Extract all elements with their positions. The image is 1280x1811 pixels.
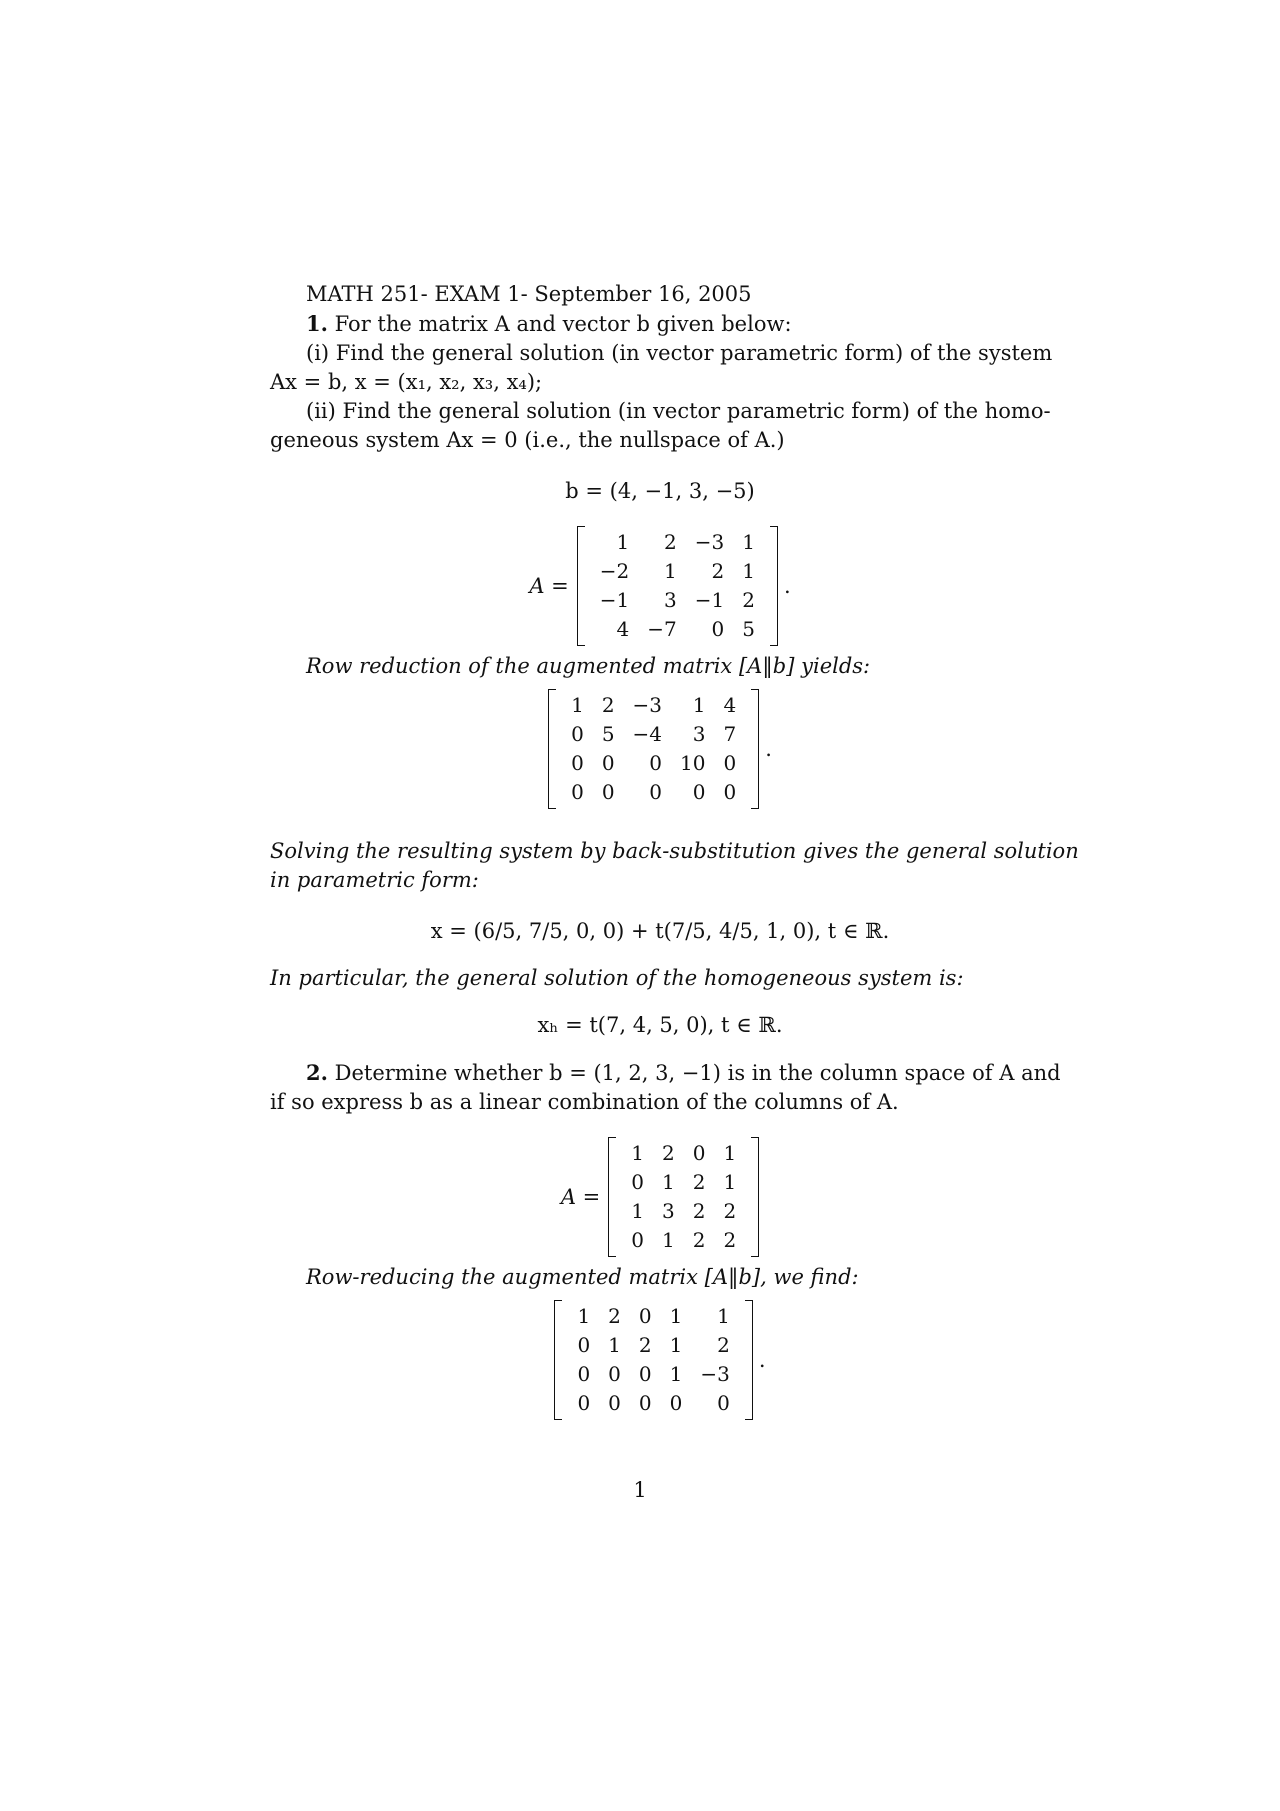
augmented-matrix-1-cell: 0 — [649, 751, 663, 775]
augmented-matrix-1-cell: 0 — [723, 751, 737, 775]
matrix-A1-cell: −1 — [599, 588, 630, 612]
matrix-A1-cell: 0 — [711, 617, 725, 641]
matrix-A1-cell: 3 — [664, 588, 677, 612]
matrix-A1-cell: 5 — [742, 617, 755, 641]
augmented-matrix-1-cell: 10 — [680, 751, 706, 775]
augmented-matrix-1-cell: 0 — [723, 780, 737, 804]
augmented-matrix-1-cell: 5 — [601, 722, 615, 746]
matrix-A2-label: A = — [560, 1184, 601, 1209]
matrix-A2-cell: 2 — [692, 1199, 706, 1223]
augmented-matrix-2-cell: 1 — [608, 1333, 621, 1357]
solving-text-line1: Solving the resulting system by back-substitution gives the general solution — [270, 839, 1079, 863]
matrix-A2-block — [270, 1139, 1050, 1255]
augmented-matrix-2-cell: 1 — [577, 1304, 591, 1328]
period-dot: . — [783, 573, 791, 598]
matrix-A2-row — [622, 1226, 745, 1255]
augmented-matrix-2-cell: 0 — [638, 1362, 652, 1386]
matrix-A2-cell: 0 — [631, 1228, 644, 1252]
matrix-A1-row — [591, 615, 764, 644]
matrix-A2 — [608, 1139, 759, 1255]
problem2-text-line2: if so express b as a linear combination of the columns of A. — [270, 1090, 899, 1114]
matrix-A2-cell: 2 — [723, 1228, 737, 1252]
augmented-matrix-2-cell: 0 — [669, 1391, 683, 1415]
problem2-line1 — [270, 1058, 1061, 1088]
augmented-matrix-1-cell: 0 — [571, 722, 584, 746]
augmented-matrix-1-block — [270, 691, 1050, 807]
page-number: 1 — [633, 1478, 647, 1502]
solving-text-line2: in parametric form: — [270, 868, 479, 892]
augmented-matrix-2-row — [568, 1331, 738, 1360]
augmented-matrix-1-cell: 1 — [571, 693, 584, 717]
row-reduction-text-1: Row reduction of the augmented matrix [A‖b] yields: — [306, 654, 871, 678]
matrix-A1-cell: −7 — [647, 617, 677, 641]
matrix-A1-cell: 1 — [616, 530, 630, 554]
matrix-A1-cell: 2 — [711, 559, 725, 583]
augmented-matrix-1-cell: 0 — [601, 780, 615, 804]
augmented-matrix-2-cell: 1 — [669, 1333, 683, 1357]
matrix-A1-cell: −2 — [599, 559, 630, 583]
augmented-matrix-2-cell: 1 — [669, 1362, 683, 1386]
augmented-matrix-2-cell: 2 — [717, 1333, 730, 1357]
matrix-A1-label: A = — [529, 573, 569, 598]
problem1-part-i-line1: (i) Find the general solution (in vector parametric form) of the system — [306, 341, 1053, 365]
augmented-matrix-1-row — [562, 778, 745, 807]
matrix-A2-row — [622, 1197, 745, 1226]
matrix-A1-row — [591, 586, 764, 615]
period-dot: . — [765, 736, 772, 761]
homogeneous-solution-equation: xₕ = t(7, 4, 5, 0), t ∈ ℝ. — [537, 1013, 783, 1037]
b-vector-equation: b = (4, −1, 3, −5) — [565, 479, 755, 503]
augmented-matrix-2-cell: 2 — [608, 1304, 621, 1328]
matrix-A1-block — [270, 528, 1050, 644]
matrix-A1-cell: 1 — [664, 559, 677, 583]
matrix-A2-cell: 0 — [692, 1141, 706, 1165]
augmented-matrix-2-cell: 0 — [577, 1362, 591, 1386]
matrix-A2-cell: 0 — [631, 1170, 644, 1194]
augmented-matrix-2-cell: 1 — [669, 1304, 683, 1328]
augmented-matrix-2-cell: 0 — [638, 1304, 652, 1328]
period-dot: . — [758, 1347, 766, 1372]
exam-header: MATH 251- EXAM 1- September 16, 2005 — [306, 282, 752, 306]
problem1-intro — [270, 309, 1050, 339]
matrix-A1-cell: −3 — [694, 530, 725, 554]
augmented-matrix-2-cell: 0 — [577, 1391, 591, 1415]
matrix-A1-cell: 2 — [742, 588, 755, 612]
problem2-number: 2. — [306, 1060, 328, 1085]
augmented-matrix-2-row — [568, 1302, 738, 1331]
augmented-matrix-1-cell: 0 — [649, 780, 663, 804]
problem1-part-ii-line1: (ii) Find the general solution (in vector parametric form) of the homo- — [306, 399, 1051, 423]
augmented-matrix-1-cell: 0 — [571, 751, 584, 775]
matrix-A1 — [577, 528, 778, 644]
augmented-matrix-1-cell: −4 — [632, 722, 663, 746]
matrix-A2-cell: 2 — [723, 1199, 737, 1223]
matrix-A2-cell: 1 — [631, 1141, 644, 1165]
row-reduction-text-2: Row-reducing the augmented matrix [A‖b], we find: — [306, 1265, 859, 1289]
matrix-A2-cell: 1 — [661, 1170, 675, 1194]
matrix-A2-cell: 2 — [661, 1141, 675, 1165]
general-solution-equation: x = (6/5, 7/5, 0, 0) + t(7/5, 4/5, 1, 0), t ∈ ℝ. — [430, 919, 890, 943]
matrix-A2-cell: 1 — [631, 1199, 644, 1223]
matrix-A1-cell: 4 — [616, 617, 630, 641]
augmented-matrix-1-cell: 1 — [692, 693, 706, 717]
matrix-A1-cell: 1 — [742, 559, 755, 583]
augmented-matrix-1-row — [562, 720, 745, 749]
augmented-matrix-2-cell: −3 — [700, 1362, 730, 1386]
matrix-A1-cell: 2 — [664, 530, 677, 554]
matrix-A1-cell: 1 — [742, 530, 755, 554]
matrix-A2-cell: 1 — [723, 1141, 737, 1165]
augmented-matrix-1-cell: 3 — [692, 722, 706, 746]
homogeneous-text: In particular, the general solution of the homogeneous system is: — [270, 966, 964, 990]
augmented-matrix-1-cell: −3 — [632, 693, 663, 717]
augmented-matrix-2-cell: 0 — [608, 1362, 621, 1386]
problem1-number: 1. — [306, 311, 328, 336]
augmented-matrix-1-cell: 0 — [692, 780, 706, 804]
matrix-A2-row — [622, 1139, 745, 1168]
augmented-matrix-2 — [554, 1302, 752, 1418]
problem1-intro-text: For the matrix A and vector b given below: — [334, 312, 792, 336]
matrix-A1-row — [591, 557, 764, 586]
augmented-matrix-1 — [548, 691, 759, 807]
augmented-matrix-1-cell: 2 — [601, 693, 615, 717]
augmented-matrix-1-row — [562, 749, 745, 778]
problem1-part-ii-line2: geneous system Ax = 0 (i.e., the nullspace of A.) — [270, 428, 785, 452]
augmented-matrix-2-cell: 0 — [608, 1391, 621, 1415]
matrix-A2-cell: 1 — [723, 1170, 737, 1194]
augmented-matrix-2-cell: 1 — [717, 1304, 730, 1328]
problem1-part-i-line2: Ax = b, x = (x₁, x₂, x₃, x₄); — [270, 370, 543, 394]
matrix-A1-cell: −1 — [694, 588, 725, 612]
augmented-matrix-2-cell: 0 — [717, 1391, 730, 1415]
matrix-A2-cell: 3 — [661, 1199, 675, 1223]
problem2-text-line1: Determine whether b = (1, 2, 3, −1) is in the column space of A and — [334, 1061, 1061, 1085]
exam-page — [270, 280, 1079, 1418]
augmented-matrix-2-block — [270, 1302, 1050, 1418]
augmented-matrix-2-cell: 2 — [638, 1333, 652, 1357]
augmented-matrix-1-row — [562, 691, 745, 720]
augmented-matrix-2-cell: 0 — [577, 1333, 591, 1357]
matrix-A2-cell: 1 — [661, 1228, 675, 1252]
matrix-A2-cell: 2 — [692, 1170, 706, 1194]
augmented-matrix-1-cell: 4 — [723, 693, 737, 717]
augmented-matrix-1-cell: 0 — [601, 751, 615, 775]
matrix-A2-row — [622, 1168, 745, 1197]
matrix-A2-cell: 2 — [692, 1228, 706, 1252]
augmented-matrix-2-cell: 0 — [638, 1391, 652, 1415]
augmented-matrix-2-row — [568, 1389, 738, 1418]
augmented-matrix-2-row — [568, 1360, 738, 1389]
augmented-matrix-1-cell: 7 — [723, 722, 737, 746]
augmented-matrix-1-cell: 0 — [571, 780, 584, 804]
matrix-A1-row — [591, 528, 764, 557]
